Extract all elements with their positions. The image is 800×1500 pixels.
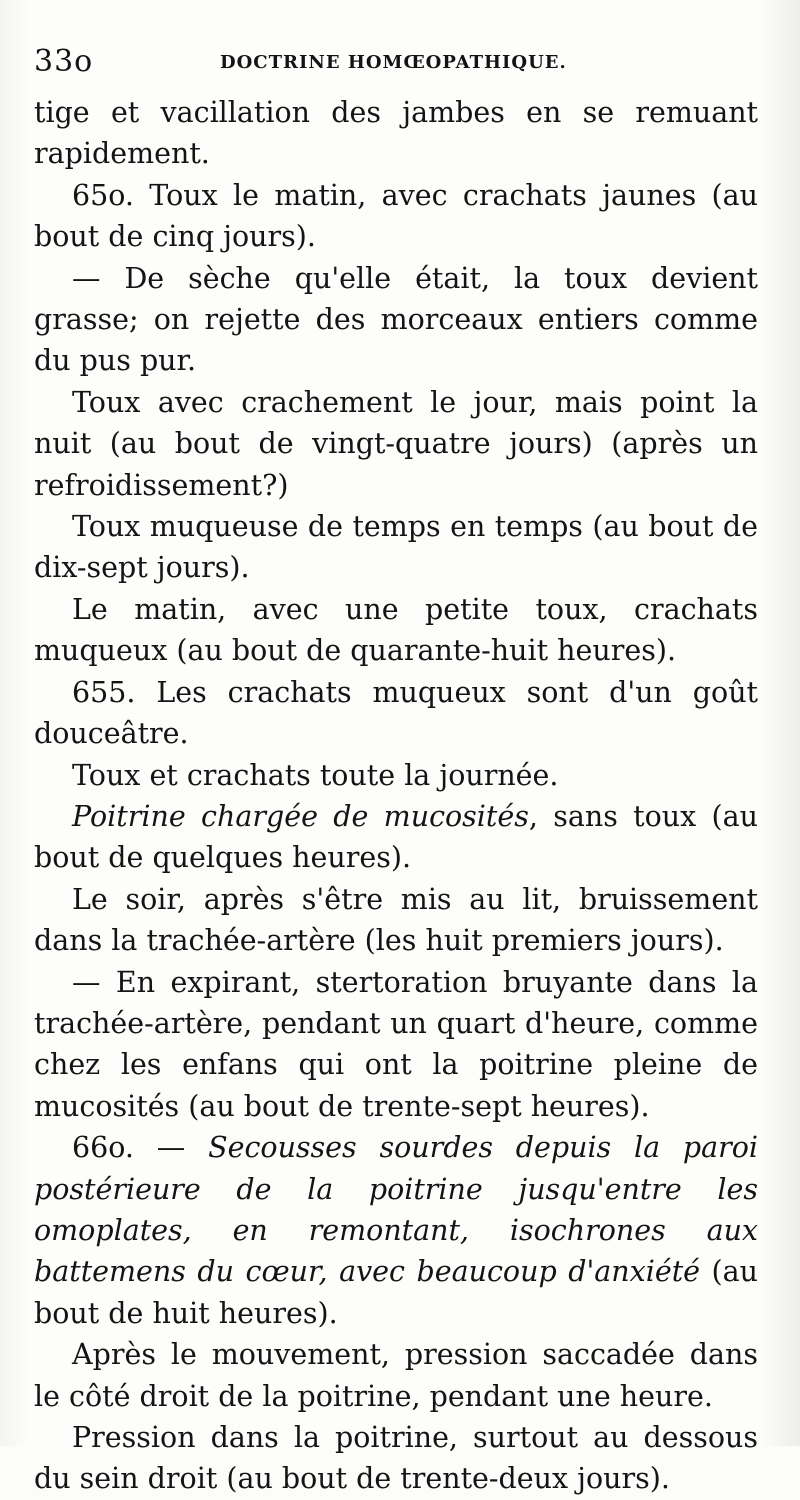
paragraph <box>34 1417 758 1500</box>
paragraph-text: (au bout de huit heures). <box>34 1255 758 1330</box>
paragraph-text: Pression dans la poitrine, surtout au dessous du sein droit (au bout de trente-deux jours). <box>34 1421 758 1496</box>
paragraph-text: Toux muqueuse de temps en temps (au bout de dix-sept jours). <box>34 510 758 585</box>
page-body <box>34 92 758 1500</box>
italic-text: Secousses sourdes depuis la paroi postérieure de la poitrine jusqu'entre les omoplates, en remontant, isochrones aux battemens du cœur, avec beaucoup d'anxiété <box>34 1131 758 1289</box>
paragraph-text: Toux avec crachement le jour, mais point la nuit (au bout de vingt-quatre jours) (après un refroidissement?) <box>34 385 758 502</box>
paragraph-text: tige et vacillation des jambes en se remuant rapidement. <box>34 96 758 171</box>
paragraph <box>34 589 758 672</box>
paragraph <box>34 382 758 506</box>
paragraph-text: — De sèche qu'elle était, la toux devient grasse; on rejette des morceaux entiers comme du pus pur. <box>34 261 758 378</box>
paragraph-text: Le soir, après s'être mis au lit, bruissement dans la trachée-artère (les huit premiers jours). <box>34 882 758 958</box>
paragraph-text: Toux et crachats toute la journée. <box>72 758 559 792</box>
paragraph-text: 655. Les crachats muqueux sont d'un goût douceâtre. <box>34 675 758 751</box>
paragraph <box>34 1127 758 1334</box>
paragraph <box>34 755 758 796</box>
paragraph <box>34 92 758 175</box>
paragraph-text: Après le mouvement, pression saccadée dans le côté droit de la poitrine, pendant une heure. <box>34 1338 758 1413</box>
running-head: DOCTRINE HOMŒOPATHIQUE. <box>220 52 567 73</box>
paragraph <box>34 258 758 382</box>
paragraph-text: — En expirant, stertoration bruyante dans la trachée-artère, pendant un quart d'heure, comme chez les enfans qui ont la poitrine pleine de mucosités (au bout de trente-sept heures). <box>34 965 758 1123</box>
paragraph-text: 65o. Toux le matin, avec crachats jaunes (au bout de cinq jours). <box>34 178 758 254</box>
paragraph <box>34 796 758 879</box>
page-number: 33o <box>34 44 94 79</box>
paragraph-text: Le matin, avec une petite toux, crachats muqueux (au bout de quarante-huit heures). <box>34 592 758 668</box>
paragraph <box>34 175 758 258</box>
paragraph <box>34 506 758 589</box>
page-header <box>34 44 764 88</box>
paragraph <box>34 672 758 755</box>
paragraph <box>34 879 758 962</box>
paragraph-text: 66o. — <box>72 1131 209 1165</box>
paragraph <box>34 962 758 1128</box>
paragraph <box>34 1334 758 1417</box>
italic-text: Poitrine chargée de mucosités <box>72 799 529 833</box>
paragraph-text: , sans toux (au bout de quelques heures). <box>34 799 758 875</box>
